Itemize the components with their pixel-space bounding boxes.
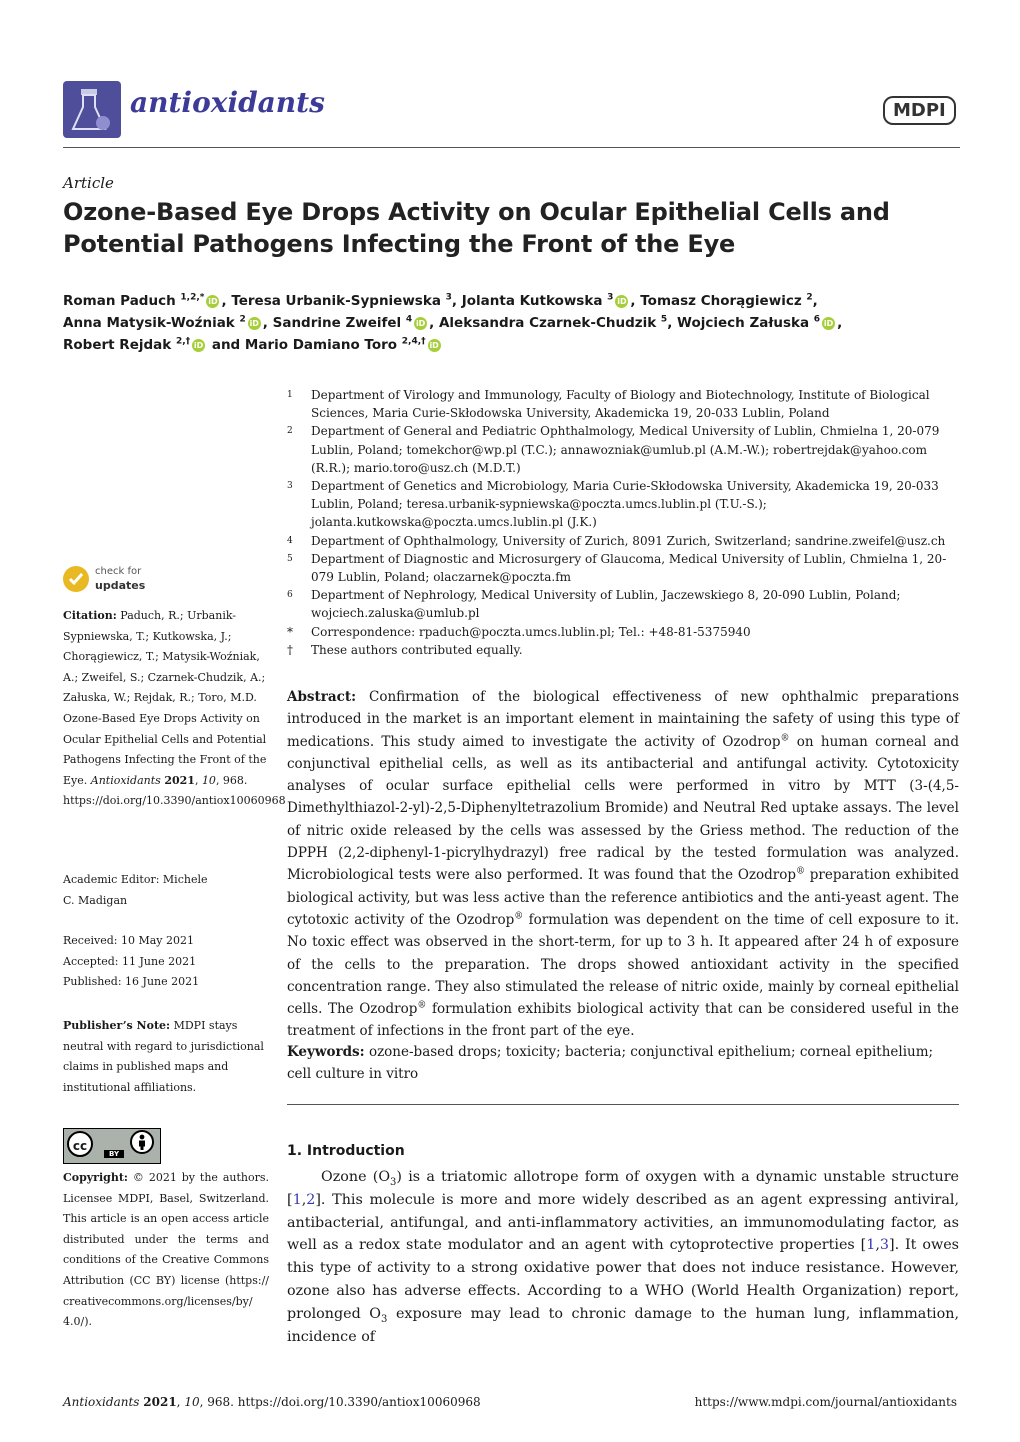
header-rule: [63, 147, 960, 148]
affiliation: [287, 532, 967, 550]
section-rule: [287, 1104, 959, 1105]
citation-journal: Antioxidants: [90, 773, 161, 787]
equal-contribution-text: These authors contributed equally.: [311, 642, 523, 657]
journal-logo: [63, 81, 121, 138]
abstract-label: Abstract:: [287, 689, 357, 705]
copyright-text: © 2021 by the authors. Licensee MDPI, Basel, Switzerland. This article is an open access article distributed under the terms and conditions of the Creative Commons Attribution (CC BY) license (https:// creativecommons.org/licenses/by/ 4.0/).: [63, 1171, 270, 1329]
citation-link[interactable]: 2: [306, 1191, 316, 1208]
intro-text: ]. It owes this type of activity to a strong oxidative power that does not induce resistance. However, ozone also has adverse effects. According to a WHO (World Health Organization) report, prolonged O: [287, 1237, 959, 1322]
abstract-text: on human corneal and conjunctival epithelial cells, as well as its antibacterial and antifungal activity. Cytotoxicity analyses of ocular surface epithelial cells were performed in vitro by MTT (3-(4,5-Dimethylthiazol-2-yl)-2,5-Diphenyltetrazolium Bromide) and Neutral Red uptake assays. The level of nitric oxide released by the cells was assessed by the Griess method. The reduction of the DPPH (2,2-diphenyl-1-picrylhydrazyl) free radical by the tested formulation was analyzed. Microbiological tests were also performed. It was found that the Ozodrop: [287, 733, 959, 884]
by-label: BY: [104, 1150, 124, 1158]
registered-mark: ®: [417, 1000, 427, 1011]
keywords-label: Keywords:: [287, 1044, 365, 1060]
affiliation-text: Department of Nephrology, Medical University of Lublin, Jaczewskiego 8, 20-090 Lublin, Poland; wojciech.zaluska@umlub.pl: [311, 588, 901, 621]
abstract-text: preparation exhibited biological activity, but was less active than the reference antibiotics and the anti-yeast agent. The cytotoxic activity of the Ozodrop: [287, 867, 959, 928]
affiliation: [287, 386, 967, 422]
author-affiliation-mark: 1,2,*: [180, 292, 205, 303]
author-name[interactable]: Jolanta Kutkowska: [461, 293, 603, 309]
equal-contribution-mark: †: [287, 642, 293, 657]
intro-text: ,: [875, 1237, 880, 1254]
author-affiliation-mark: 4: [405, 314, 413, 325]
author-affiliation-mark: 3: [445, 292, 452, 303]
author-name[interactable]: Tomasz Chorągiewicz: [640, 293, 802, 309]
footer-url[interactable]: https://www.mdpi.com/journal/antioxidants: [694, 1395, 957, 1409]
cc-icon: cc: [67, 1131, 93, 1157]
orcid-icon[interactable]: iD: [429, 341, 439, 350]
orcid-icon[interactable]: iD: [193, 341, 204, 350]
footer-doi[interactable]: , 968. https://doi.org/10.3390/antiox10060968: [199, 1395, 481, 1409]
correspondence-text: Correspondence: rpaduch@poczta.umcs.lublin.pl; Tel.: +48-81-5375940: [311, 624, 751, 639]
citation-link[interactable]: 1: [292, 1191, 302, 1208]
citation-block: Citation: Paduch, R.; Urbanik-Sypniewska, T.; Kutkowska, J.; Chorągiewicz, T.; Matysik-Woźniak, A.; Zweifel, S.; Czarnek-Chudzik, A.; Załuska, W.; Rejdak, R.; Toro, M.D. Ozone-Based Eye Drops Activity on Ocular Epithelial Cells and Potential Pathogens Infecting the Front of the Eye. Antioxidants 2021, 10, 968. https://doi.org/10.3390/antiox10060968: [63, 609, 286, 808]
authors-and: and: [211, 337, 241, 353]
author-name[interactable]: Teresa Urbanik-Sypniewska: [231, 293, 441, 309]
updates-label: updates: [95, 579, 146, 592]
copyright: [63, 1168, 269, 1333]
author-affiliation-mark: 6: [813, 314, 821, 325]
affiliation-mark: 6: [287, 590, 293, 601]
copyright-label: Copyright:: [63, 1171, 128, 1184]
affiliation: [287, 586, 967, 622]
orcid-icon[interactable]: iD: [823, 319, 834, 328]
registered-mark: ®: [514, 911, 524, 922]
citation-text: Paduch, R.; Urbanik-Sypniewska, T.; Kutkowska, J.; Chorągiewicz, T.; Matysik-Woźniak, A.; Zweifel, S.; Czarnek-Chudzik, A.; Załuska, W.; Rejdak, R.; Toro, M.D. Ozone-Based Eye Drops Activity on Ocular Epithelial Cells and Potential Pathogens Infecting the Front of the Eye.: [63, 609, 267, 787]
registered-mark: ®: [780, 733, 790, 744]
affiliation-mark: 1: [287, 390, 293, 400]
subscript: 3: [390, 1176, 397, 1188]
citation-volume: 10: [201, 773, 216, 787]
publisher-note-text: MDPI stays neutral with regard to jurisdictional claims in published maps and institutional affiliations.: [63, 1019, 264, 1094]
affiliation-text: Department of Genetics and Microbiology, Maria Curie-Skłodowska University, Akademicka 19, 20-033 Lublin, Poland; teresa.urbanik-sypniewska@poczta.umcs.lublin.pl (T.U.-S.); jolanta.kutkowska@poczta.umcs.lublin.pl (J.K.): [311, 479, 939, 530]
article-title: Ozone-Based Eye Drops Activity on Ocular Epithelial Cells and Potential Pathogens Infecting the Front of the Eye: [63, 198, 890, 258]
citation-doi[interactable]: , 968. https://doi.org/10.3390/antiox10060968: [63, 773, 286, 808]
affiliation: [287, 477, 967, 532]
cc-by-license-badge[interactable]: [63, 1128, 161, 1164]
intro-text: ]. This molecule is more and more widely described as an agent expressing antiviral, antibacterial, antifungal, and anti-inflammatory activities, an immunomodulating factor, as well as a redox state modulator and an agent with cytoprotective properties [: [287, 1191, 959, 1254]
author-name[interactable]: Mario Damiano Toro: [244, 337, 398, 353]
affiliation-mark: 5: [287, 553, 293, 564]
citation-link[interactable]: 1: [866, 1237, 876, 1254]
intro-paragraph: [287, 1166, 959, 1348]
subscript: 3: [381, 1313, 388, 1325]
affiliations: [287, 386, 967, 659]
equal-contribution: [287, 641, 967, 659]
author-name[interactable]: Roman Paduch: [63, 293, 176, 309]
author-name[interactable]: Robert Rejdak: [63, 337, 172, 353]
academic-editor: Academic Editor: Michele C. Madigan: [63, 873, 208, 907]
publisher-note-label: Publisher’s Note:: [63, 1019, 171, 1032]
keywords-text: ozone-based drops; toxicity; bacteria; conjunctival epithelium; corneal epithelium; cell culture in vitro: [287, 1044, 934, 1082]
author-affiliation-mark: 2: [239, 314, 246, 325]
author-name[interactable]: Wojciech Załuska: [677, 315, 810, 331]
intro-text: exposure may lead to chronic damage to the human lung, inflammation, incidence of: [287, 1305, 959, 1345]
author-name[interactable]: Anna Matysik-Woźniak: [63, 315, 235, 331]
abstract-text: formulation was dependent on the time of cell exposure to it. No toxic effect was observed in the short-term, for up to 3 h. It appeared after 24 h of exposure of the cells to the preparation. The drops showed antioxidant activity in the specified concentration range. They also stimulated the release of nitric oxide, mainly by corneal epithelial cells. The Ozodrop: [287, 911, 959, 1018]
journal-name: antioxidants: [130, 86, 325, 119]
abstract: [287, 686, 959, 1043]
affiliation-text: Department of Virology and Immunology, Faculty of Biology and Biotechnology, Institute of Biological Sciences, Maria Curie-Skłodowska University, Akademicka 19, 20-033 Lublin, Poland: [311, 388, 930, 421]
orcid-icon[interactable]: iD: [415, 319, 426, 328]
author-affiliation-mark: 3: [607, 292, 614, 303]
abstract-text: formulation exhibits biological activity that can be considered useful in the treatment of infections in the front part of the eye.: [287, 1001, 959, 1040]
check-label: check for: [95, 566, 142, 577]
affiliation-mark: 4: [287, 535, 293, 546]
affiliation: [287, 550, 967, 586]
registered-mark: ®: [796, 866, 806, 877]
received-date: Received: 10 May 2021: [63, 934, 194, 947]
author-affiliation-mark: 2: [806, 292, 813, 303]
author-list: Roman Paduch $^{1,2,*}$ iD , Teresa Urbanik-Sypniewska $^3$, Jolanta Kutkowska $^3$ iD , Tomasz Chorągiewicz $^2$, Anna Matysik-Woźniak $^2$ iD , Sandrine Zweifel $^4$ iD , Aleksandra Czarnek-Chudzik $^5$, Wojciech Załuska $^6$ iD , Robert Rejdak $^{2,\dagger}$ iD and Mario Damiano Toro $^{2,4,\dagger}$ iD: [63, 292, 843, 353]
checkmark-icon: [63, 566, 89, 592]
intro-text: ) is a triatomic allotrope form of oxygen with a dynamic unstable structure [: [287, 1169, 959, 1208]
author-name[interactable]: Aleksandra Czarnek-Chudzik: [438, 315, 657, 331]
orcid-icon[interactable]: iD: [249, 319, 259, 328]
footer-citation: Antioxidants 2021, 10, 968. https://doi.org/10.3390/antiox10060968: [63, 1395, 481, 1409]
author-name[interactable]: Sandrine Zweifel: [272, 315, 402, 331]
author-affiliation-mark: 5: [660, 314, 668, 325]
article-type: Article: [63, 174, 114, 192]
footer-journal: Antioxidants: [63, 1395, 140, 1409]
section-heading: 1. Introduction: [287, 1143, 405, 1159]
intro-text: Ozone (O: [321, 1169, 391, 1185]
intro-text: ,: [301, 1191, 307, 1208]
dates: [63, 931, 269, 993]
footer-volume: 10: [184, 1395, 200, 1409]
footer-year: 2021: [143, 1395, 177, 1409]
published-date: Published: 16 June 2021: [63, 975, 200, 989]
check-for-updates-badge[interactable]: [63, 564, 203, 600]
affiliation-text: Department of Ophthalmology, University of Zurich, 8091 Zurich, Switzerland; sandrine.zweifel@usz.ch: [311, 533, 946, 548]
attribution-icon: [130, 1130, 154, 1154]
affiliation-text: Department of General and Pediatric Ophthalmology, Medical University of Lublin, Chmielna 1, 20-079 Lublin, Poland; tomekchor@wp.pl (T.C.); annawozniak@umlub.pl (A.M.-W.); robertrejdak@yahoo.com (R.R.); mario.toro@usz.ch (M.D.T.): [311, 424, 940, 475]
citation-link[interactable]: 3: [879, 1237, 889, 1254]
orcid-icon[interactable]: iD: [617, 297, 627, 306]
citation-label: Citation:: [63, 609, 117, 622]
keywords: [287, 1041, 959, 1085]
accepted-date: Accepted: 11 June 2021: [63, 954, 197, 968]
publisher-note: [63, 1016, 269, 1098]
affiliation-mark: 2: [287, 426, 293, 437]
author-affiliation-mark: 2,†: [175, 336, 191, 347]
affiliation: [287, 422, 967, 477]
author-affiliation-mark: 2,4,†: [401, 336, 426, 347]
citation-year: 2021: [164, 773, 195, 787]
publisher-logo: MDPI: [883, 96, 956, 125]
correspondence-mark: *: [287, 624, 293, 639]
affiliation-mark: 3: [287, 481, 293, 492]
affiliation-text: Department of Diagnostic and Microsurgery of Glaucoma, Medical University of Lublin, Chmielna 1, 20-079 Lublin, Poland; olaczarnek@poczta.fm: [311, 551, 947, 585]
abstract-text: Confirmation of the biological effectiveness of new ophthalmic preparations introduced in the market is an important element in maintaining the safety of using this type of medications. This study aimed to investigate the activity of Ozodrop: [287, 689, 959, 750]
orcid-icon[interactable]: iD: [208, 297, 218, 306]
correspondence: [287, 623, 967, 641]
flask-icon: [63, 81, 121, 138]
